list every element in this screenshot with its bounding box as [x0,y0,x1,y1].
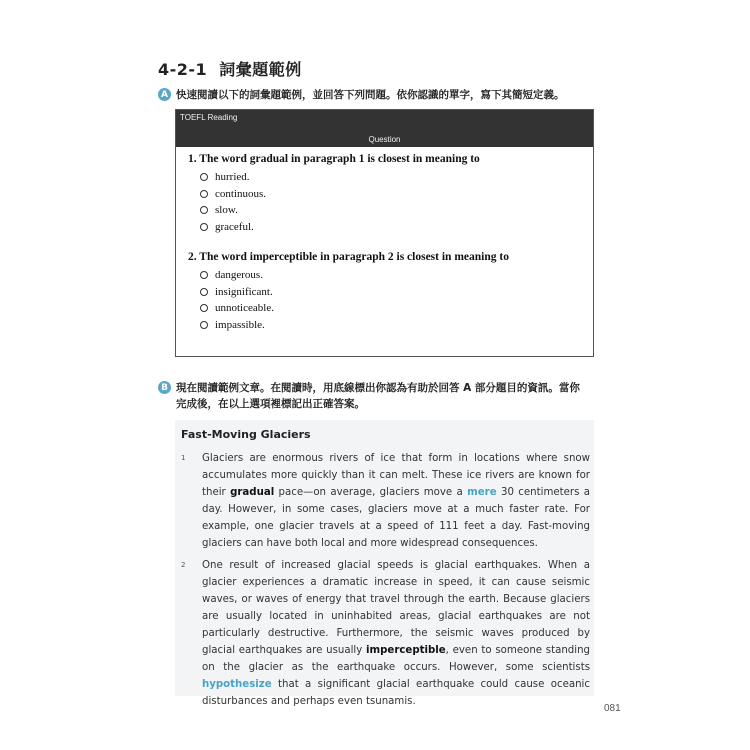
radio-button-icon[interactable] [200,173,208,181]
radio-button-icon[interactable] [200,321,208,329]
answer-option[interactable] [188,219,480,236]
answer-option[interactable] [188,267,509,284]
radio-button-icon[interactable] [200,206,208,214]
option-label: dangerous. [215,269,263,282]
radio-button-icon[interactable] [200,190,208,198]
keyword-mere: mere [467,487,497,498]
question-label: Question [368,135,401,144]
paragraph-text: Glaciers are enormous rivers of ice that form in locations where snow accumulates more quickly than it can melt. These ice rivers are known for their [202,453,590,498]
reading-passage [175,420,594,707]
passage-paragraph-1 [202,450,590,552]
question-2 [188,251,509,333]
option-label: unnoticeable. [215,302,274,315]
option-label: insignificant. [215,285,273,298]
option-label: hurried. [215,171,250,184]
radio-button-icon[interactable] [200,304,208,312]
toefl-question-panel [175,109,594,357]
step-b-text: 現在閱讀範例文章。在閱讀時，用底線標出你認為有助於回答 A 部分題目的資訊。當你完成後，在以上選項裡標記出正確答案。 [176,382,580,410]
option-label: graceful. [215,220,254,233]
paragraph-text: that a significant glacial earthquake could cause oceanic disturbances and perhaps even tsunamis. [202,679,590,707]
passage-title: Fast-Moving Glaciers [181,428,311,441]
question-1 [188,153,480,235]
paragraph-number: 1 [181,454,186,462]
step-a-instruction [158,87,586,103]
answer-option[interactable] [188,186,480,203]
keyword-hypothesize: hypothesize [202,679,272,690]
option-label: slow. [215,204,238,217]
step-a-badge: A [158,88,171,101]
radio-button-icon[interactable] [200,271,208,279]
passage-paragraph-2 [202,557,590,710]
option-label: continuous. [215,187,267,200]
page-number: 081 [604,703,621,714]
answer-option[interactable] [188,202,480,219]
step-a-text: 快速閱讀以下的詞彙題範例，並回答下列問題。依你認識的單字，寫下其簡短定義。 [176,89,565,101]
option-label: impassible. [215,318,265,331]
paragraph-text: , even to someone standing on the glacier as the earthquake occurs. However, some scientists [202,645,590,673]
paragraph-number: 2 [181,561,186,569]
step-b-instruction [158,380,586,412]
question-stem: 1. The word gradual in paragraph 1 is closest in meaning to [188,153,480,165]
answer-option[interactable] [188,317,509,334]
paragraph-text: One result of increased glacial speeds is glacial earthquakes. When a glacier experiences a dramatic increase in speed, it can cause seismic waves, or waves of energy that travel through the earth. Because glaciers are usually located in uninhabited areas, glacial earthquakes are not particularly destructive. Furthermore, the seismic waves produced by glacial earthquakes are usually [202,560,590,656]
paragraph-text: pace—on average, glaciers move a [274,487,468,498]
paragraph-text: 30 centimeters a day. However, in some cases, glaciers move at a much faster rate. For example, one glacier travels at a speed of 111 feet a day. Fast-moving glaciers can have both local and more widespread consequences. [202,487,590,549]
keyword-gradual: gradual [230,487,275,498]
step-b-badge: B [158,381,171,394]
toefl-brand: TOEFL Reading [180,113,238,122]
question-stem: 2. The word imperceptible in paragraph 2 is closest in meaning to [188,251,509,263]
radio-button-icon[interactable] [200,288,208,296]
answer-option[interactable] [188,169,480,186]
radio-button-icon[interactable] [200,223,208,231]
toefl-header [176,110,593,147]
section-heading [158,57,302,80]
answer-option[interactable] [188,300,509,317]
section-title: 詞彙題範例 [219,60,302,79]
section-number: 4-2-1 [158,60,208,79]
keyword-imperceptible: imperceptible [366,645,446,656]
answer-option[interactable] [188,284,509,301]
